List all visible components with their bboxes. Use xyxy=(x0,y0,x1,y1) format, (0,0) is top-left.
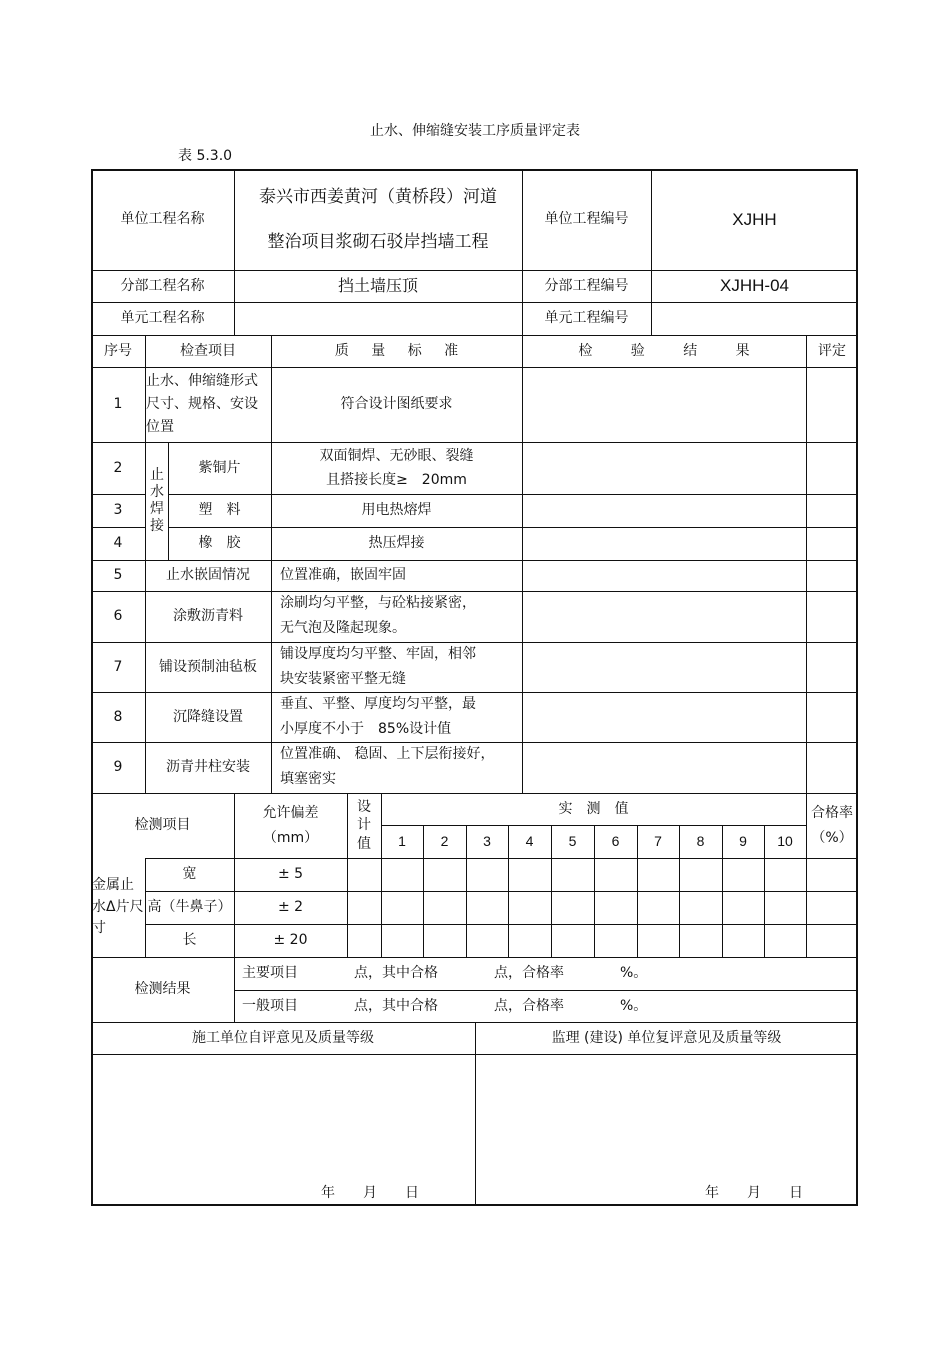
row-item: 涂敷沥青料 xyxy=(173,608,243,625)
row-standard xyxy=(271,442,522,494)
row-item: 紫铜片 xyxy=(198,459,241,476)
unit-name-line2: 整治项目浆砌石驳岸挡墙工程 xyxy=(267,231,489,252)
weld-group-label: 止水焊接 xyxy=(150,467,164,534)
grid-line xyxy=(806,335,807,793)
col-result: 检 验 结 果 xyxy=(578,342,750,359)
measure-num: 2 xyxy=(440,833,449,850)
design-value-label: 设计值 xyxy=(357,799,371,852)
standard-line: 且搭接长度≥ 20mm xyxy=(326,472,467,488)
row-no: 4 xyxy=(113,535,123,552)
measure-row-tolerance: ± 2 xyxy=(277,899,304,916)
tolerance-line: 允许偏差 xyxy=(262,805,319,821)
col-standard: 质 量 标 准 xyxy=(334,342,459,359)
row-item: 塑 料 xyxy=(198,502,241,519)
row-no: 8 xyxy=(113,708,123,725)
measure-row-item: 宽 xyxy=(182,866,197,883)
standard-line: 填塞密实 xyxy=(280,770,336,787)
pass-rate-line: 合格率 xyxy=(811,805,853,821)
measure-row-tolerance: ± 5 xyxy=(277,866,304,883)
measure-num: 6 xyxy=(611,833,620,850)
contractor-opinion-label: 施工单位自评意见及质量等级 xyxy=(192,1029,374,1046)
measure-num: 8 xyxy=(696,833,705,850)
measure-row-item: 长 xyxy=(182,932,197,949)
elem-code-value xyxy=(651,302,858,335)
measure-num: 5 xyxy=(568,833,577,850)
sub-code-value: XJHH-04 xyxy=(720,276,789,296)
elem-name-label: 单元工程名称 xyxy=(120,310,205,327)
result-label: 检测结果 xyxy=(134,981,191,998)
standard-line: 小厚度不小于 85%设计值 xyxy=(280,720,452,737)
sub-name-label: 分部工程名称 xyxy=(120,277,205,294)
row-standard xyxy=(280,591,520,642)
measure-row-tolerance: ± 20 xyxy=(273,932,308,949)
measure-num: 4 xyxy=(525,833,534,850)
row-no: 2 xyxy=(113,459,123,476)
measure-num: 9 xyxy=(739,833,747,850)
row-no: 3 xyxy=(113,502,123,519)
row-standard: 位置准确，嵌固牢固 xyxy=(280,567,406,584)
grid-line xyxy=(347,793,348,957)
sub-name-value: 挡土墙压顶 xyxy=(337,276,418,295)
result-main: 主要项目 点，其中合格 点，合格率 %。 xyxy=(242,965,648,982)
result-general: 一般项目 点，其中合格 点，合格率 %。 xyxy=(242,997,648,1014)
row-no: 6 xyxy=(113,608,123,625)
row-standard: 用电热熔焊 xyxy=(361,502,432,519)
standard-line: 无气泡及隆起现象。 xyxy=(280,619,406,636)
row-item: 铺设预制油毡板 xyxy=(159,658,257,675)
row-item: 沉降缝设置 xyxy=(173,708,243,725)
standard-line: 双面铜焊、无砂眼、裂缝 xyxy=(319,447,474,464)
pass-rate-label xyxy=(806,793,858,858)
row-item: 止水、伸缩缝形式尺寸、规格、安设位置 xyxy=(146,372,258,436)
sub-code-label: 分部工程编号 xyxy=(544,277,629,294)
row-no: 7 xyxy=(113,658,123,675)
unit-code-label: 单位工程编号 xyxy=(544,211,629,228)
measure-item-label: 检测项目 xyxy=(134,817,191,834)
measured-values-label: 实 测 值 xyxy=(558,800,629,817)
unit-name-label: 单位工程名称 xyxy=(120,211,205,228)
elem-name-value xyxy=(234,302,522,335)
tolerance-label xyxy=(234,793,347,858)
standard-line: 涂刷均匀平整，与砼粘接紧密， xyxy=(280,595,476,611)
pass-rate-line: （%） xyxy=(811,829,853,846)
unit-code-value: XJHH xyxy=(732,209,777,229)
row-no: 5 xyxy=(113,567,123,584)
measure-row-item: 高（牛鼻子） xyxy=(147,899,232,916)
supervisor-opinion-label: 监理 (建设) 单位复评意见及质量等级 xyxy=(551,1029,782,1046)
row-standard: 热压焊接 xyxy=(368,535,425,552)
measure-num: 7 xyxy=(654,833,662,850)
measure-num: 10 xyxy=(777,833,793,850)
col-item: 检查项目 xyxy=(180,342,236,359)
col-rating: 评定 xyxy=(818,342,846,359)
supervisor-date: 年 月 日 xyxy=(705,1184,803,1201)
row-standard xyxy=(280,692,520,742)
row-standard xyxy=(280,742,520,793)
tolerance-line: （mm） xyxy=(262,829,319,846)
standard-line: 位置准确、 稳固、上下层衔接好， xyxy=(280,746,495,762)
measure-num: 3 xyxy=(483,833,491,850)
row-item: 橡 胶 xyxy=(198,535,241,552)
standard-line: 垂直、平整、厚度均匀平整，最 xyxy=(280,696,476,712)
row-no: 1 xyxy=(113,396,123,413)
row-item: 止水嵌固情况 xyxy=(166,567,250,584)
metal-waterstop-group: 金属止水Δ片尺寸 xyxy=(92,876,144,937)
col-no: 序号 xyxy=(104,342,132,359)
table-number: 表 5.3.0 xyxy=(178,148,233,164)
elem-code-label: 单元工程编号 xyxy=(544,310,629,327)
unit-name-line1: 泰兴市西姜黄河（黄桥段）河道 xyxy=(259,187,497,208)
form-title: 止水、伸缩缝安装工序质量评定表 xyxy=(370,123,580,139)
standard-line: 铺设厚度均匀平整、牢固，相邻 xyxy=(280,646,476,662)
unit-name-value xyxy=(234,169,522,270)
measure-num: 1 xyxy=(398,833,406,850)
standard-line: 块安装紧密平整无缝 xyxy=(280,670,406,687)
row-standard xyxy=(280,642,520,692)
row-item: 沥青井柱安装 xyxy=(166,759,250,776)
row-standard: 符合设计图纸要求 xyxy=(340,396,453,413)
contractor-date: 年 月 日 xyxy=(321,1184,419,1201)
row-no: 9 xyxy=(113,759,123,776)
